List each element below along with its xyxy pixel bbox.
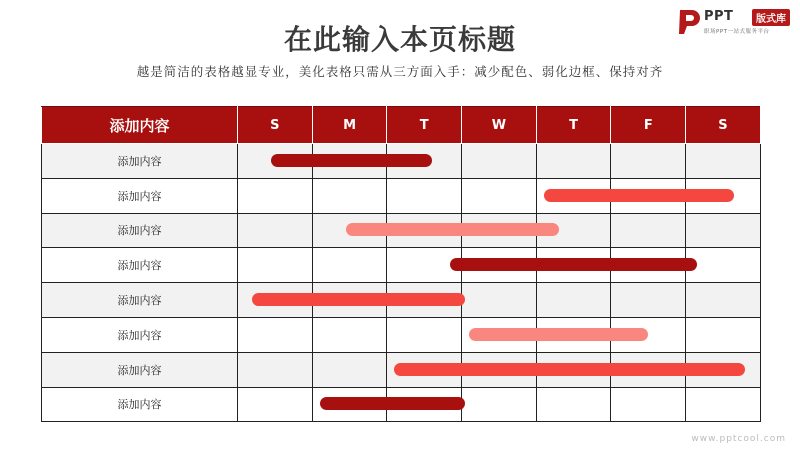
day-cell: [387, 248, 462, 283]
day-cell: [686, 317, 761, 352]
logo-mark-icon: [678, 8, 702, 36]
day-cell: [611, 387, 686, 422]
day-cell: [312, 213, 387, 248]
day-cell: [312, 317, 387, 352]
day-cell: [686, 387, 761, 422]
day-header: T: [536, 107, 611, 144]
day-cell: [238, 283, 313, 318]
row-label: 添加内容: [42, 144, 238, 179]
day-cell: [611, 317, 686, 352]
table-row: [42, 178, 761, 213]
logo-badge: 版式库: [752, 9, 790, 26]
day-cell: [536, 178, 611, 213]
day-cell: [536, 317, 611, 352]
day-cell: [387, 213, 462, 248]
table-row: [42, 213, 761, 248]
day-cell: [387, 144, 462, 179]
watermark-text: www.pptcool.com: [691, 434, 786, 444]
table-row: [42, 387, 761, 422]
day-cell: [238, 178, 313, 213]
day-cell: [238, 144, 313, 179]
day-cell: [387, 178, 462, 213]
logo-tagline: 职场PPT一站式服务平台: [704, 29, 770, 35]
day-cell: [611, 248, 686, 283]
day-cell: [686, 352, 761, 387]
day-cell: [238, 387, 313, 422]
day-cell: [312, 283, 387, 318]
logo-brand-text: PPT: [704, 9, 734, 24]
day-cell: [387, 387, 462, 422]
day-cell: [686, 144, 761, 179]
table-row: [42, 352, 761, 387]
day-cell: [686, 248, 761, 283]
day-cell: [238, 317, 313, 352]
day-cell: [611, 283, 686, 318]
table-row: [42, 144, 761, 179]
table-row: [42, 283, 761, 318]
day-cell: [312, 178, 387, 213]
day-cell: [238, 352, 313, 387]
day-header: F: [611, 107, 686, 144]
day-cell: [462, 317, 537, 352]
row-label: 添加内容: [42, 317, 238, 352]
label-column-header: 添加内容: [42, 107, 238, 144]
day-cell: [686, 178, 761, 213]
day-header: M: [312, 107, 387, 144]
day-cell: [462, 387, 537, 422]
day-header: S: [686, 107, 761, 144]
row-label: 添加内容: [42, 387, 238, 422]
day-cell: [536, 144, 611, 179]
day-cell: [312, 387, 387, 422]
day-cell: [462, 248, 537, 283]
row-label: 添加内容: [42, 248, 238, 283]
day-cell: [611, 178, 686, 213]
day-header: S: [238, 107, 313, 144]
schedule-table: [41, 106, 761, 422]
day-cell: [462, 144, 537, 179]
table-header-row: [42, 107, 761, 144]
day-cell: [312, 352, 387, 387]
day-cell: [462, 283, 537, 318]
day-cell: [536, 248, 611, 283]
day-cell: [611, 213, 686, 248]
day-cell: [387, 317, 462, 352]
day-cell: [462, 213, 537, 248]
row-label: 添加内容: [42, 352, 238, 387]
day-cell: [462, 352, 537, 387]
day-header: W: [462, 107, 537, 144]
day-cell: [312, 144, 387, 179]
day-cell: [611, 352, 686, 387]
page-title: 在此输入本页标题: [283, 23, 516, 56]
day-cell: [536, 283, 611, 318]
day-cell: [238, 213, 313, 248]
day-cell: [462, 178, 537, 213]
table-row: [42, 317, 761, 352]
table-row: [42, 248, 761, 283]
page-subtitle: 越是简洁的表格越显专业，美化表格只需从三方面入手：减少配色、弱化边框、保持对齐: [136, 64, 664, 79]
row-label: 添加内容: [42, 178, 238, 213]
day-cell: [611, 144, 686, 179]
row-label: 添加内容: [42, 213, 238, 248]
brand-logo: [678, 8, 796, 38]
day-cell: [387, 283, 462, 318]
day-cell: [536, 387, 611, 422]
day-cell: [686, 213, 761, 248]
day-cell: [536, 213, 611, 248]
day-header: T: [387, 107, 462, 144]
row-label: 添加内容: [42, 283, 238, 318]
day-cell: [238, 248, 313, 283]
day-cell: [536, 352, 611, 387]
day-cell: [312, 248, 387, 283]
day-cell: [686, 283, 761, 318]
day-cell: [387, 352, 462, 387]
